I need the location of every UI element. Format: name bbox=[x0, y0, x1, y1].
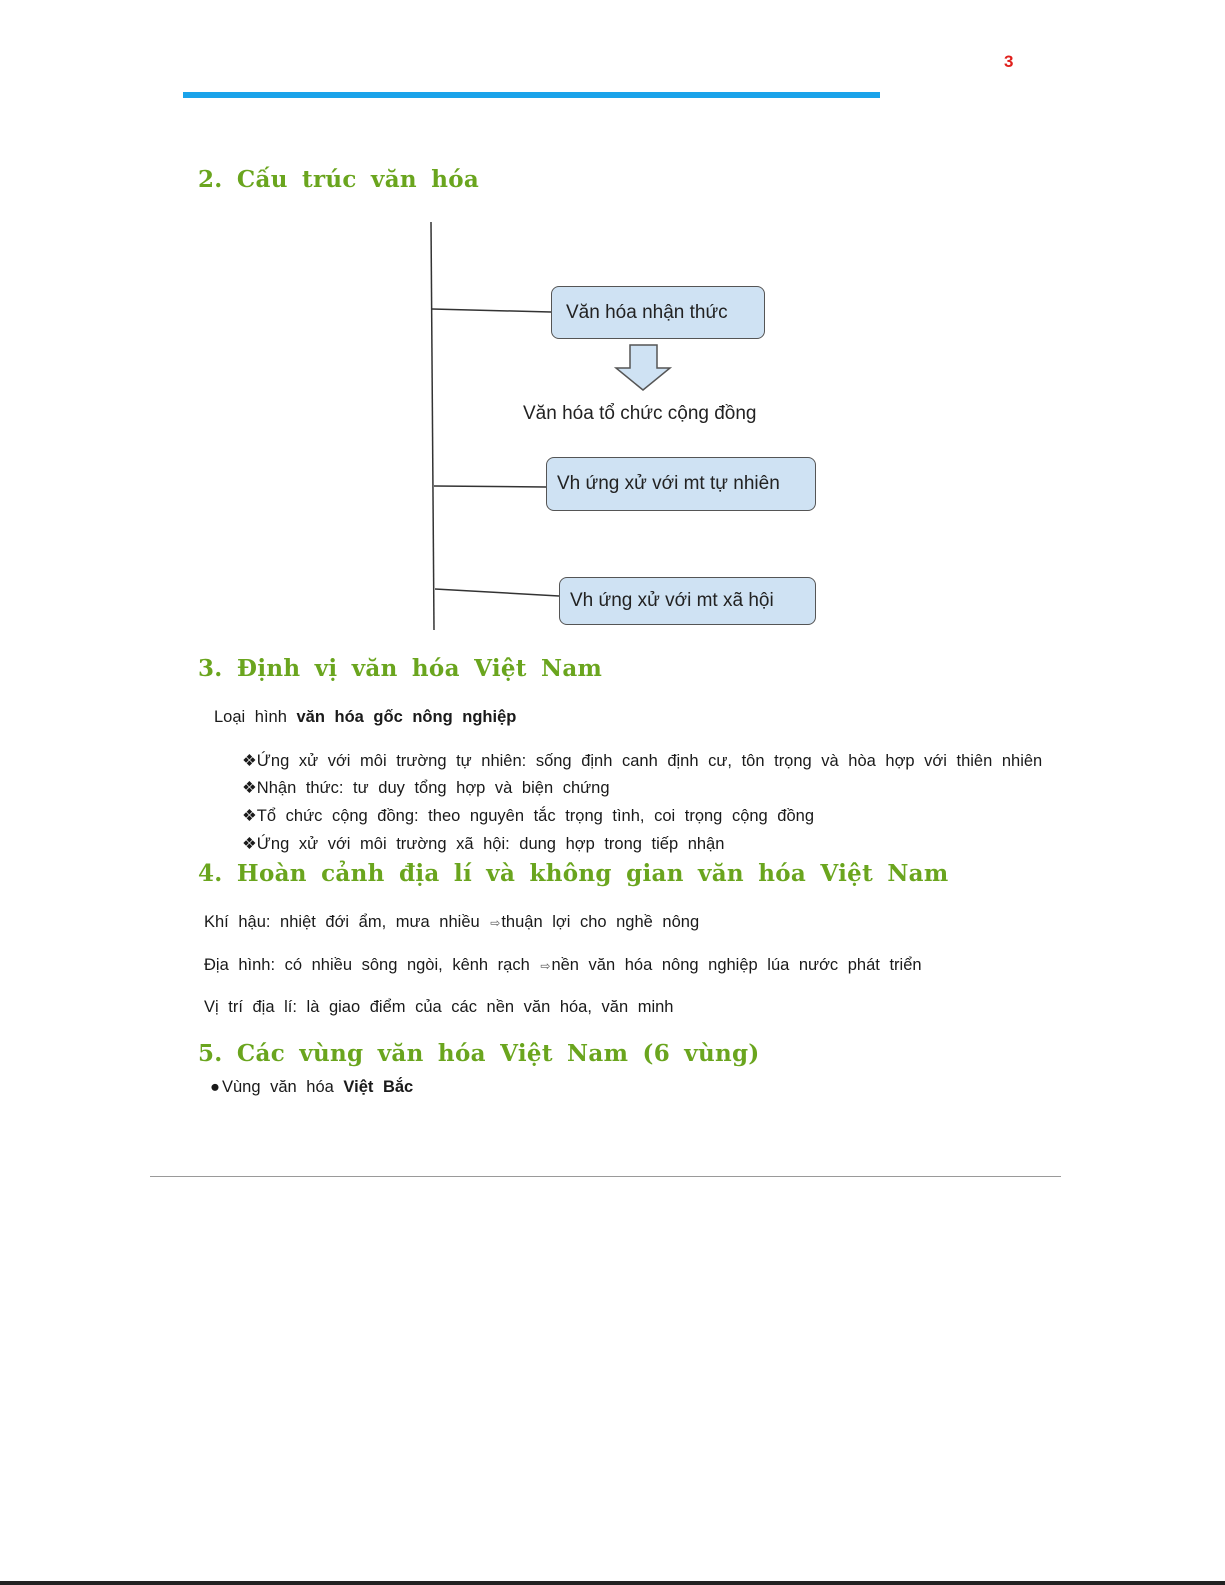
diagram-vertical-line bbox=[431, 222, 434, 630]
bullet-item bbox=[242, 751, 1062, 771]
climate-line bbox=[204, 913, 699, 932]
diagram-box-cognition-label: Văn hóa nhận thức bbox=[566, 301, 728, 323]
section-heading-positioning: 3. Định vị văn hóa Việt Nam bbox=[198, 655, 603, 682]
diamond-bullet-icon: ❖ bbox=[242, 752, 257, 770]
right-arrow-icon: ⇨ bbox=[490, 916, 501, 930]
terrain-text: Địa hình: có nhiều sông ngòi, kênh rạch bbox=[204, 956, 530, 974]
region-name: Việt Bắc bbox=[343, 1078, 414, 1096]
culture-type-prefix: Loại hình bbox=[214, 708, 287, 726]
bullet-text: Ứng xử với môi trường xã hội: dung hợp trong tiếp nhận bbox=[256, 835, 725, 853]
section-heading-structure: 2. Cấu trúc văn hóa bbox=[198, 166, 480, 193]
diagram-connector-2 bbox=[434, 486, 546, 487]
terrain-line bbox=[204, 956, 922, 975]
footer-divider bbox=[150, 1176, 1061, 1177]
bullet-text: Tổ chức cộng đồng: theo nguyên tắc trọng tình, coi trọng cộng đồng bbox=[256, 807, 815, 825]
diamond-bullet-icon: ❖ bbox=[242, 779, 257, 797]
dot-bullet-icon: ● bbox=[210, 1078, 220, 1096]
page-bottom-edge bbox=[0, 1581, 1225, 1585]
diamond-bullet-icon: ❖ bbox=[242, 835, 257, 853]
diagram-box-society-behavior-label: Vh ứng xử với mt xã hội bbox=[570, 590, 774, 611]
section-heading-regions: 5. Các vùng văn hóa Việt Nam (6 vùng) bbox=[198, 1040, 760, 1067]
diagram-box-nature-behavior bbox=[546, 457, 816, 511]
right-arrow-icon: ⇨ bbox=[540, 959, 551, 973]
terrain-result: nền văn hóa nông nghiệp lúa nước phát triển bbox=[551, 956, 922, 974]
down-arrow-icon bbox=[616, 345, 670, 390]
location-line: Vị trí địa lí: là giao điểm của các nền văn hóa, văn minh bbox=[204, 998, 674, 1016]
culture-type-line bbox=[214, 708, 516, 727]
bullet-text: Nhận thức: tư duy tổng hợp và biện chứng bbox=[256, 779, 610, 797]
diagram-connector-3 bbox=[435, 589, 559, 596]
bullet-item bbox=[242, 778, 610, 798]
climate-text: Khí hậu: nhiệt đới ẩm, mưa nhiều bbox=[204, 913, 480, 931]
region-prefix: Vùng văn hóa bbox=[221, 1078, 334, 1096]
section-heading-geography: 4. Hoàn cảnh địa lí và không gian văn hóa Việt Nam bbox=[198, 860, 949, 887]
diagram-connector-1 bbox=[432, 309, 551, 312]
diamond-bullet-icon: ❖ bbox=[242, 807, 257, 825]
region-item bbox=[210, 1078, 413, 1097]
bullet-item bbox=[242, 834, 724, 854]
diagram-box-cognition bbox=[551, 286, 765, 339]
bullet-text: Ứng xử với môi trường tự nhiên: sống định canh định cư, tôn trọng và hòa hợp với thiên nhiên bbox=[256, 752, 1043, 770]
diagram-label-community-organization: Văn hóa tổ chức cộng đồng bbox=[523, 403, 757, 424]
climate-result: thuận lợi cho nghề nông bbox=[501, 913, 700, 931]
culture-type-bold: văn hóa gốc nông nghiệp bbox=[296, 708, 517, 726]
page-number: 3 bbox=[1004, 52, 1014, 71]
diagram-box-nature-behavior-label: Vh ứng xử với mt tự nhiên bbox=[557, 473, 780, 494]
diagram-box-society-behavior bbox=[559, 577, 816, 625]
bullet-item bbox=[242, 806, 814, 826]
